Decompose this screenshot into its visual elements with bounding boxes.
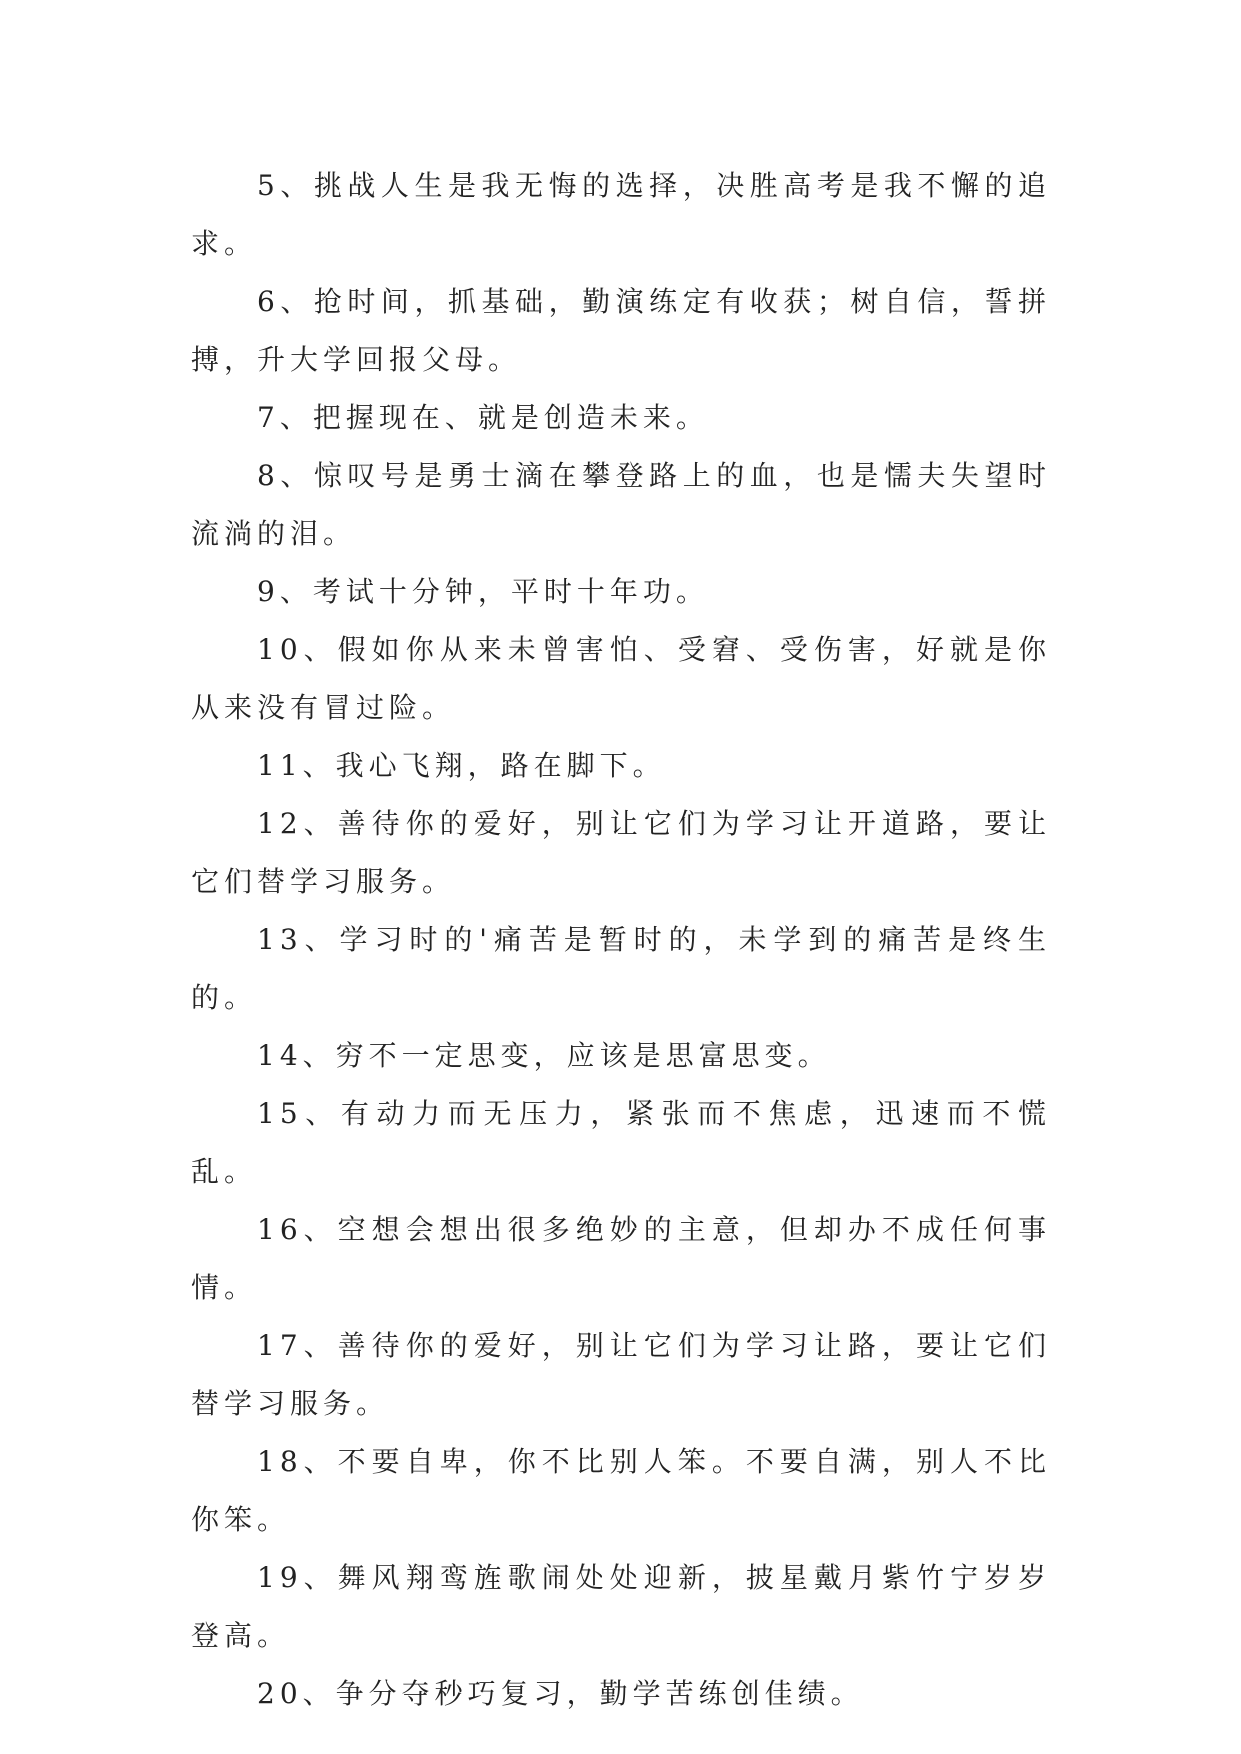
paragraph-12: 12、善待你的爱好，别让它们为学习让开道路，要让它们替学习服务。: [191, 807, 1051, 898]
paragraph-17: 17、善待你的爱好，别让它们为学习让路，要让它们替学习服务。: [191, 1329, 1051, 1420]
paragraph-18: 18、不要自卑，你不比别人笨。不要自满，别人不比你笨。: [191, 1445, 1051, 1536]
document-body: [191, 157, 1051, 1723]
paragraph-7: 7、把握现在、就是创造未来。: [257, 401, 709, 434]
paragraph-9: 9、考试十分钟，平时十年功。: [257, 575, 709, 608]
paragraph-20: 20、争分夺秒巧复习，勤学苦练创佳绩。: [257, 1677, 864, 1710]
paragraph-8: 8、惊叹号是勇士滴在攀登路上的血，也是懦夫失望时流淌的泪。: [191, 459, 1051, 550]
paragraph-5: 5、挑战人生是我无悔的选择，决胜高考是我不懈的追求。: [191, 169, 1051, 260]
paragraph-16: 16、空想会想出很多绝妙的主意，但却办不成任何事情。: [191, 1213, 1051, 1304]
paragraph-6: 6、抢时间，抓基础，勤演练定有收获；树自信，誓拼搏，升大学回报父母。: [191, 285, 1051, 376]
paragraph-11: 11、我心飞翔，路在脚下。: [257, 749, 666, 782]
paragraph-19: 19、舞风翔鸾旌歌闹处处迎新，披星戴月紫竹宁岁岁登高。: [191, 1561, 1051, 1652]
paragraph-13: 13、学习时的'痛苦是暂时的，未学到的痛苦是终生的。: [191, 923, 1051, 1014]
paragraph-14: 14、穷不一定思变，应该是思富思变。: [257, 1039, 831, 1072]
paragraph-10: 10、假如你从来未曾害怕、受窘、受伤害，好就是你从来没有冒过险。: [191, 633, 1051, 724]
paragraph-15: 15、有动力而无压力，紧张而不焦虑，迅速而不慌乱。: [191, 1097, 1051, 1188]
